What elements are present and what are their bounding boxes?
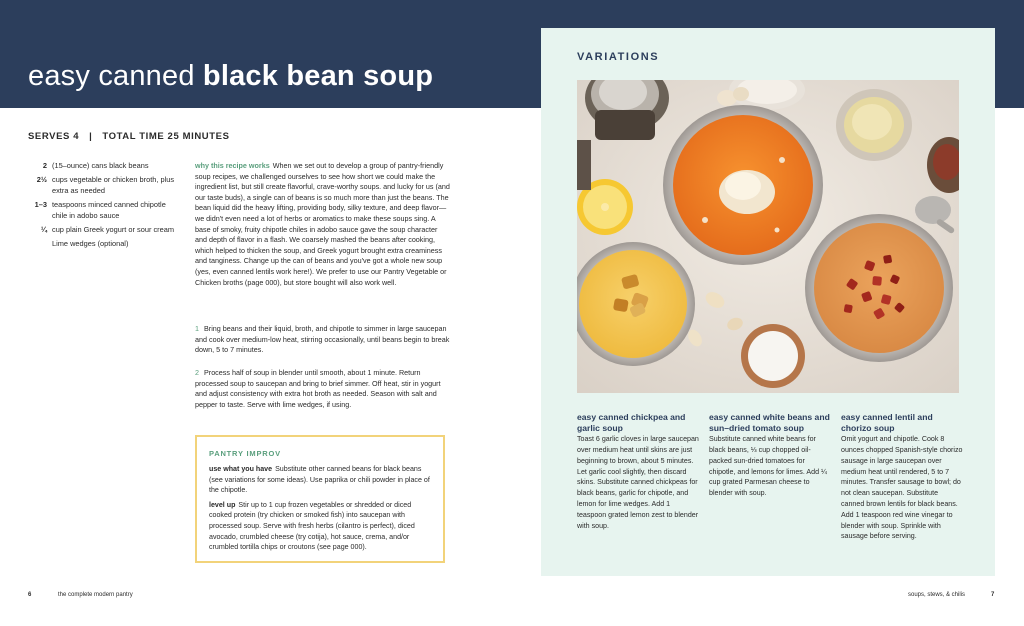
variation-chickpea bbox=[577, 412, 699, 531]
parmesan-topping bbox=[719, 170, 775, 214]
ingredient-text: Lime wedges (optional) bbox=[52, 239, 129, 249]
recipe-meta bbox=[28, 131, 230, 142]
ingredient-qty: 1–3 bbox=[34, 200, 47, 210]
ingredient-qty: 2½ bbox=[36, 175, 47, 185]
ingredient-item bbox=[28, 161, 178, 171]
variation-white-bean bbox=[709, 412, 831, 499]
variation-lentil-chorizo bbox=[841, 412, 963, 542]
soup-photo-illustration bbox=[577, 80, 959, 393]
ingredient-item bbox=[28, 200, 178, 221]
intro-lead: why this recipe works bbox=[195, 161, 270, 170]
ingredient-item bbox=[28, 225, 178, 235]
variations-heading: VARIATIONS bbox=[577, 51, 660, 63]
pantry-improv-box bbox=[195, 435, 445, 563]
pantry-improv-title: PANTRY IMPROV bbox=[209, 449, 281, 458]
pantry-item-text: Stir up to 1 cup frozen vegetables or shredded or diced cooked protein (try chicken or smoked fish) into saucepan with processed soup. Serve with fresh herbs (cilantro is perfect), diced avocado, crumbled cheese (try cotija), hot sauce, crema, and/or crumbled tortilla chips or croutons (see page 000). bbox=[209, 500, 415, 552]
ingredient-list bbox=[28, 161, 178, 254]
variation-title: easy canned white beans and sun–dried tomato soup bbox=[709, 412, 830, 433]
variation-body: Substitute canned white beans for black beans, ⅓ cup chopped oil-packed sun-dried tomatoes for chipotle, and lemons for limes. Add ¼ cup grated Parmesan cheese to blender with soup. bbox=[709, 435, 827, 498]
ingredient-text: (15–ounce) cans black beans bbox=[52, 161, 149, 170]
ingredient-qty: ¼ bbox=[40, 225, 47, 235]
ingredient-text: cup plain Greek yogurt or sour cream bbox=[52, 225, 174, 235]
pantry-item-lead: use what you have bbox=[209, 465, 273, 473]
running-footer-book-title: the complete modern pantry bbox=[58, 592, 133, 598]
ingredient-item bbox=[28, 239, 178, 249]
method-step bbox=[195, 368, 450, 410]
serves-label: SERVES 4 bbox=[28, 131, 80, 142]
variation-title: easy canned chickpea and garlic soup bbox=[577, 412, 686, 433]
ingredient-text: teaspoons minced canned chipotle chile in adobo sauce bbox=[52, 200, 166, 220]
ingredient-qty: 2 bbox=[42, 161, 47, 170]
intro-text: When we set out to develop a group of pantry-friendly soup recipes, we challenged ourselves to see how short we could make the ingredient list, but still create flavorful, crave-worthy soups. and lucky for us (and our taste buds), a single can of beans is so much more than just the beans. The bean liquid did the heavy lifting, providing body, silky texture, and deep flavor—we didn't even need a lot of herbs or aromatics to make these soups sing. A base of smoky, fruity chipotle chiles in adobo sauce gave the soup character and depth of flavor in a flash. We coarsely mashed the beans after cooking, which helped to thicken the soup, and Greek yogurt brought extra creaminess and tanginess. Change up the can of beans and you've got a whole new soup (yes, even canned lentils work here!). We prefer to use our Pantry Vegetable or Chicken broths (page 000), but store bought will also work well. bbox=[195, 161, 450, 287]
ingredient-item bbox=[28, 175, 178, 196]
soup-photo bbox=[577, 80, 959, 393]
pantry-item-lead: level up bbox=[209, 500, 236, 509]
running-footer-section: soups, stews, & chilis bbox=[908, 592, 966, 598]
lentil-chorizo-soup-bowl bbox=[805, 214, 953, 362]
board-edge bbox=[577, 140, 591, 190]
page-number-right: 7 bbox=[991, 592, 995, 598]
intro-paragraph bbox=[195, 161, 450, 288]
tomato-soup-bowl bbox=[663, 105, 823, 265]
step-number: 1 bbox=[195, 324, 199, 333]
step-number: 2 bbox=[195, 368, 199, 377]
oil-jar-icon bbox=[836, 89, 912, 161]
total-time-label: TOTAL TIME 25 MINUTES bbox=[102, 131, 230, 142]
variation-title: easy canned lentil and chorizo soup bbox=[841, 412, 933, 433]
variation-body: Omit yogurt and chipotle. Cook 8 ounces chopped Spanish-style chorizo sausage in large saucepan over medium heat until rendered, 5 to 7 minutes. Transfer sausage to bowl; do not clean saucepan. Substitute canned brown lentils for black beans. Add 1 teaspoon red wine vinegar to blender with soup. Sprinkle with sausage before serving. bbox=[841, 435, 963, 541]
method-step bbox=[195, 324, 450, 356]
meta-separator: | bbox=[89, 131, 93, 142]
step-text: Bring beans and their liquid, broth, and chipotle to simmer in large saucepan and cook over medium-low heat, stirring occasionally, until beans begin to break down, 5 to 7 minutes. bbox=[195, 324, 450, 355]
salt-bowl-icon bbox=[741, 324, 805, 388]
pantry-improv-item bbox=[209, 500, 431, 553]
title-bold: black bean soup bbox=[202, 60, 434, 92]
pantry-item-text: Substitute other canned beans for black beans (see variations for some ideas). Use paprika or chili powder in place of the chipotle. bbox=[209, 465, 430, 495]
page-number-left: 6 bbox=[28, 592, 32, 598]
step-text: Process half of soup in blender until smooth, about 1 minute. Return processed soup to saucepan and bring to brief simmer. Off heat, stir in yogurt and adjust consistency with extra hot broth as needed. Season with salt and pepper to taste. Serve with lime wedges, if using. bbox=[195, 368, 441, 409]
variation-body: Toast 6 garlic cloves in large saucepan over medium heat until skins are just beginning to brown, about 5 minutes. Let garlic cool slightly, then discard skins. Substitute canned chickpeas for black beans, garlic for chipotle, and lemon for lime wedges. Add 1 teaspoon grated lemon zest to blender with soup. bbox=[577, 435, 699, 530]
pantry-improv-item bbox=[209, 464, 431, 496]
page-title bbox=[28, 60, 433, 93]
title-light: easy canned bbox=[28, 60, 195, 92]
ingredient-text: cups vegetable or chicken broth, plus extra as needed bbox=[52, 175, 175, 195]
